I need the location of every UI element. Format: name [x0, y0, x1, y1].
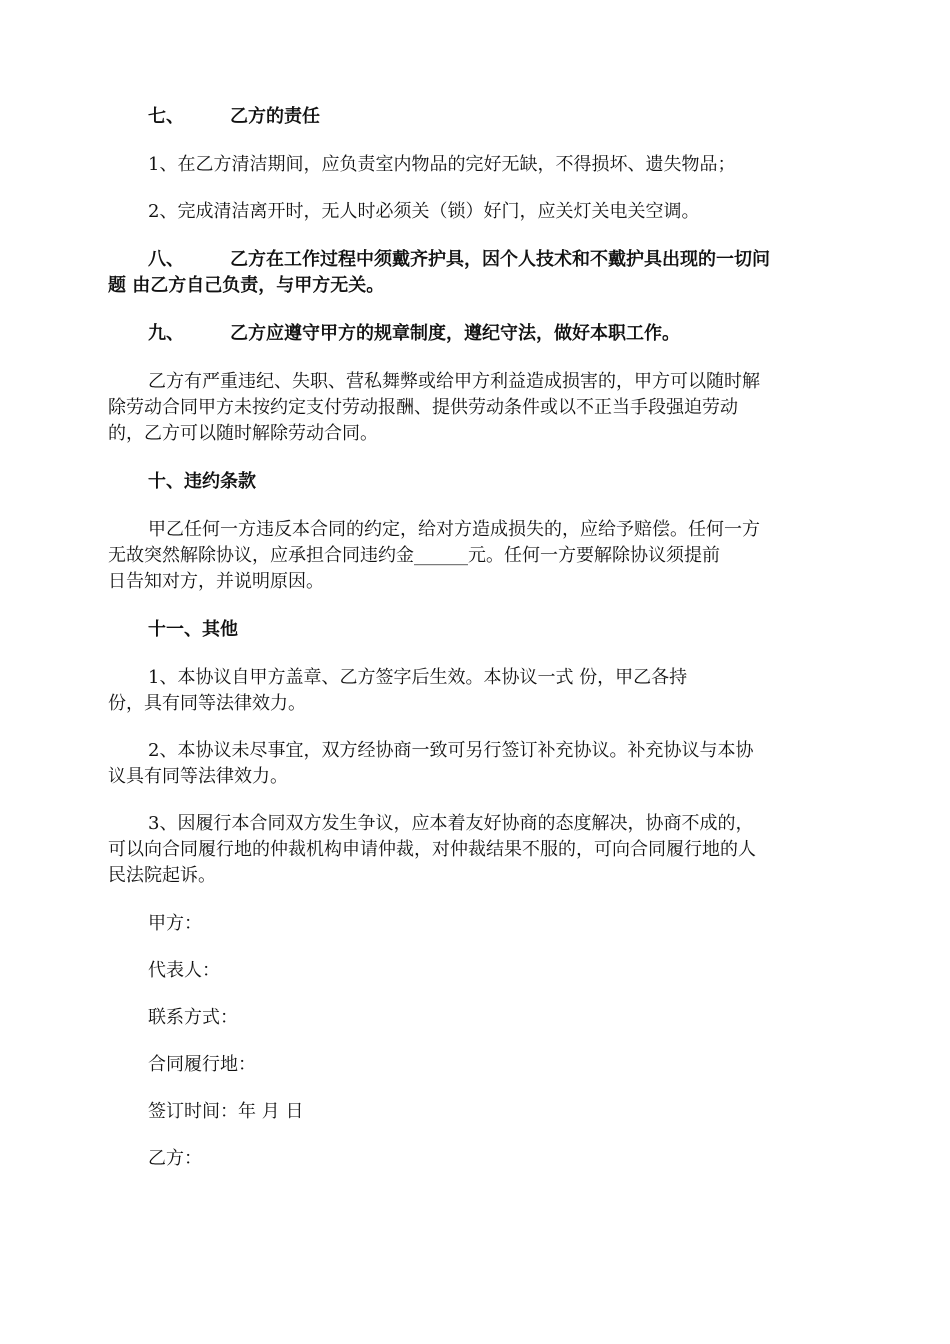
section-9-paragraph	[108, 369, 844, 447]
section-9-paragraph-line-3: 的，乙方可以随时解除劳动合同。	[108, 423, 378, 444]
section-8-line-2: 题 由乙方自己负责，与甲方无关。	[108, 275, 385, 296]
section-11-item-3	[108, 811, 844, 889]
section-7-heading	[108, 104, 844, 130]
section-8	[108, 247, 844, 299]
section-9-paragraph-line-2: 除劳动合同甲方未按约定支付劳动报酬、提供劳动条件或以不正当手段强迫劳动	[108, 397, 738, 418]
contact-label: 联系方式：	[148, 1007, 238, 1028]
section-9-paragraph-line-1: 乙方有严重违纪、失职、营私舞弊或给甲方利益造成损害的，甲方可以随时解	[148, 371, 760, 392]
section-9-heading	[108, 321, 844, 347]
signing-date-label: 签订时间：年 月 日	[148, 1101, 304, 1122]
section-11-item-2	[108, 738, 844, 790]
section-11-item-1	[108, 665, 844, 717]
section-8-number: 八、	[148, 249, 184, 270]
section-7-number: 七、	[148, 106, 184, 127]
section-8-text-1: 乙方在工作过程中须戴齐护具，因个人技术和不戴护具出现的一切问	[230, 249, 770, 270]
section-8-line-1	[108, 247, 844, 273]
section-10-line-2: 无故突然解除协议，应承担合同违约金______元。任何一方要解除协议须提前	[108, 545, 720, 566]
section-11-item-3-line-3: 民法院起诉。	[108, 865, 216, 886]
section-9-number: 九、	[148, 323, 184, 344]
section-11-item-2-line-2: 议具有同等法律效力。	[108, 766, 288, 787]
party-a-label: 甲方：	[148, 913, 202, 934]
section-11-item-1-line-1: 1、本协议自甲方盖章、乙方签字后生效。本协议一式 份，甲乙各持	[148, 667, 688, 688]
section-11-item-2-line-1: 2、本协议未尽事宜，双方经协商一致可另行签订补充协议。补充协议与本协	[148, 740, 754, 761]
section-7-title: 乙方的责任	[230, 106, 320, 127]
section-7-item-1: 1、在乙方清洁期间，应负责室内物品的完好无缺，不得损坏、遗失物品；	[148, 154, 736, 175]
party-b-label: 乙方：	[148, 1148, 202, 1169]
contract-place-label: 合同履行地：	[148, 1054, 256, 1075]
section-11-item-1-line-2: 份，具有同等法律效力。	[108, 693, 306, 714]
section-7-item-2: 2、完成清洁离开时，无人时必须关（锁）好门，应关灯关电关空调。	[148, 201, 700, 222]
section-11-heading: 十一、其他	[148, 619, 238, 640]
section-9-title: 乙方应遵守甲方的规章制度，遵纪守法，做好本职工作。	[230, 323, 680, 344]
document-content	[108, 104, 844, 1172]
section-10-heading: 十、违约条款	[148, 471, 256, 492]
section-10-line-3: 日告知对方，并说明原因。	[108, 571, 324, 592]
section-10-line-1: 甲乙任何一方违反本合同的约定，给对方造成损失的，应给予赔偿。任何一方	[148, 519, 760, 540]
representative-label: 代表人：	[148, 960, 220, 981]
section-10-paragraph	[108, 517, 844, 595]
section-11-item-3-line-2: 可以向合同履行地的仲裁机构申请仲裁，对仲裁结果不服的，可向合同履行地的人	[108, 839, 756, 860]
section-11-item-3-line-1: 3、因履行本合同双方发生争议，应本着友好协商的态度解决，协商不成的，	[148, 813, 754, 834]
